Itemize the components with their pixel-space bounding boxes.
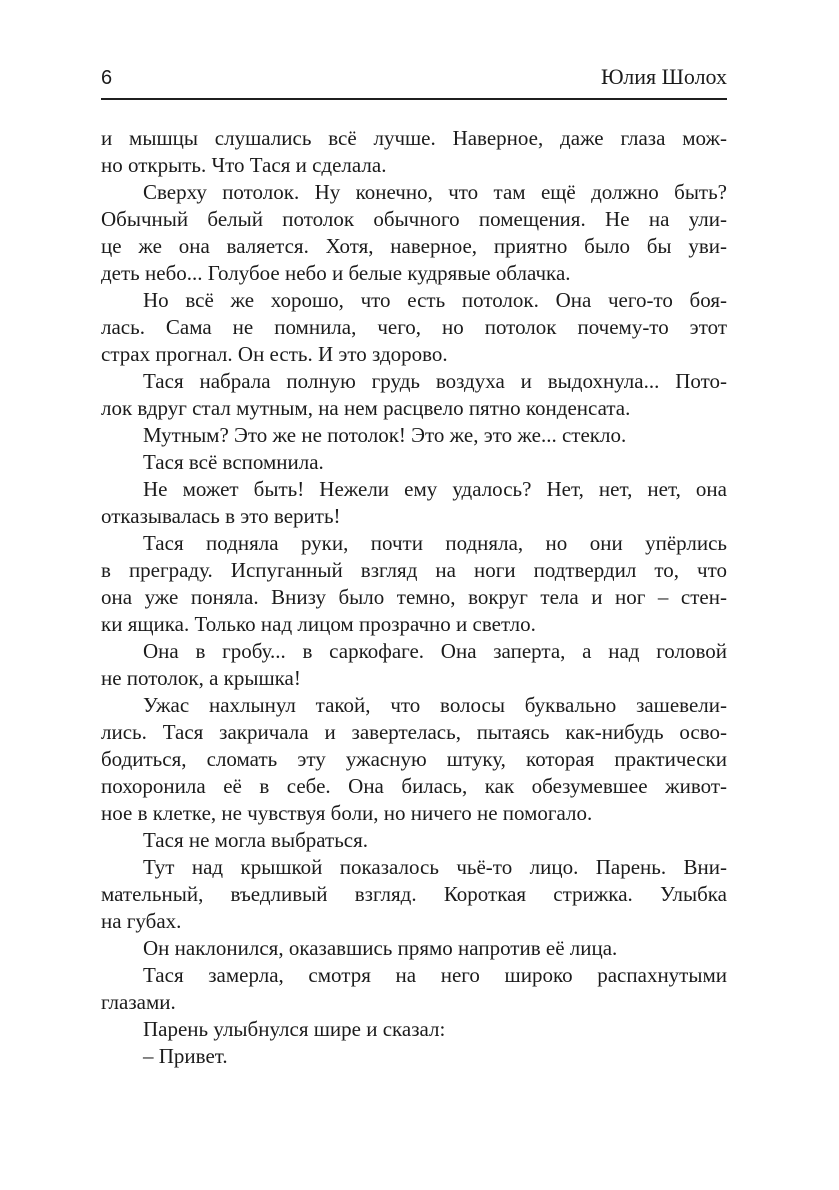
text-line: Парень улыбнулся шире и сказал:	[143, 1017, 446, 1041]
text-line: Тася набрала полную грудь воздуха и выдохнула... Пото-	[143, 369, 727, 393]
text-line: – Привет.	[143, 1044, 228, 1068]
text-line: Обычный белый потолок обычного помещения. Не на ули-	[101, 207, 727, 231]
text-line: на губах.	[101, 909, 182, 933]
page-number: 6	[101, 67, 113, 89]
text-line: страх прогнал. Он есть. И это здорово.	[101, 342, 448, 366]
text-line: глазами.	[101, 990, 176, 1014]
text-line: Ужас нахлынул такой, что волосы буквально зашевели-	[143, 693, 727, 717]
text-line: но открыть. Что Тася и сделала.	[101, 153, 387, 177]
text-line: лась. Сама не помнила, чего, но потолок почему-то этот	[101, 315, 727, 339]
text-line: не потолок, а крышка!	[101, 666, 301, 690]
text-line: и мышцы слушались всё лучше. Наверное, даже глаза мож-	[101, 126, 727, 150]
text-block	[101, 125, 727, 1070]
text-line: отказывалась в это верить!	[101, 504, 341, 528]
text-line: в преграду. Испуганный взгляд на ноги подтвердил то, что	[101, 558, 727, 582]
text-line: Она в гробу... в саркофаге. Она заперта, а над головой	[143, 639, 727, 663]
text-line: Сверху потолок. Ну конечно, что там ещё должно быть?	[143, 180, 727, 204]
text-line: мательный, въедливый взгляд. Короткая стрижка. Улыбка	[101, 882, 727, 906]
text-line: она уже поняла. Внизу было темно, вокруг тела и ног – стен-	[101, 585, 727, 609]
text-line: Он наклонился, оказавшись прямо напротив её лица.	[143, 936, 618, 960]
text-line: лись. Тася закричала и завертелась, пытаясь как-нибудь осво-	[101, 720, 727, 744]
text-line: похоронила её в себе. Она билась, как обезумевшее живот-	[101, 774, 727, 798]
text-line: Мутным? Это же не потолок! Это же, это же... стекло.	[143, 423, 627, 447]
text-line: Тут над крышкой показалось чьё-то лицо. Парень. Вни-	[143, 855, 727, 879]
text-line: лок вдруг стал мутным, на нем расцвело пятно конденсата.	[101, 396, 631, 420]
text-line: Не может быть! Нежели ему удалось? Нет, нет, нет, она	[143, 477, 727, 501]
text-line: Тася не могла выбраться.	[143, 828, 369, 852]
text-line: Тася подняла руки, почти подняла, но они упёрлись	[143, 531, 727, 555]
text-line: Но всё же хорошо, что есть потолок. Она чего-то боя-	[143, 288, 727, 312]
text-line: це же она валяется. Хотя, наверное, приятно было бы уви-	[101, 234, 727, 258]
text-line: ки ящика. Только над лицом прозрачно и светло.	[101, 612, 536, 636]
text-line: деть небо... Голубое небо и белые кудрявые облачка.	[101, 261, 571, 285]
running-head-author: Юлия Шолох	[600, 64, 727, 89]
text-line: Тася замерла, смотря на него широко распахнутыми	[143, 963, 727, 987]
text-line: бодиться, сломать эту ужасную штуку, которая практически	[101, 747, 727, 771]
text-line: ное в клетке, не чувствуя боли, но ничего не помогало.	[101, 801, 593, 825]
page-content	[101, 0, 727, 1070]
text-line: Тася всё вспомнила.	[143, 450, 324, 474]
page-header	[101, 0, 727, 100]
